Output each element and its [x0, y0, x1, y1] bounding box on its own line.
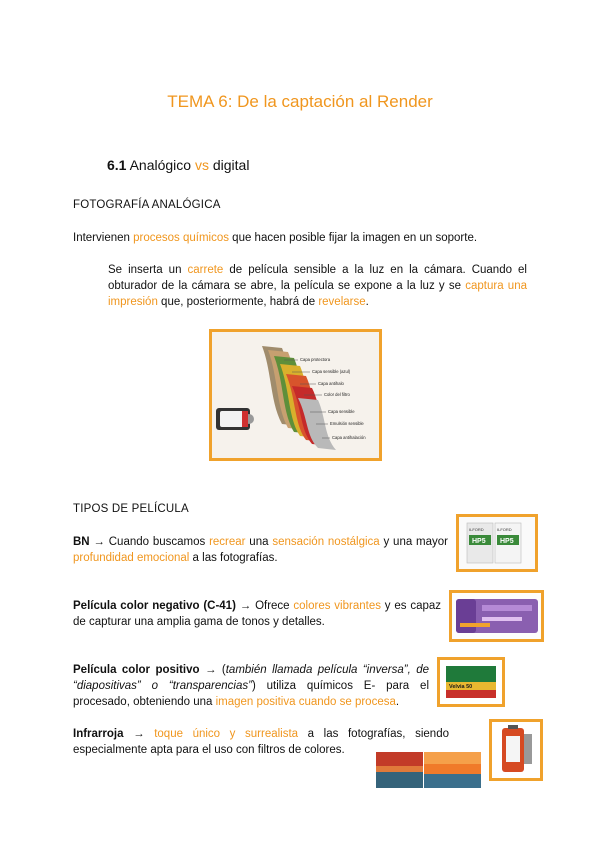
hp5-text: HP5 [472, 538, 486, 545]
film-text-c: de película sensible a la luz en la cámara. Cuando el obturador de la cámara se abre, la película se expone a la luz y se [108, 264, 527, 292]
type-negative [73, 598, 441, 630]
arrow: → [235, 600, 256, 612]
infrared-film-image [489, 719, 543, 781]
intro-text-a: Intervienen [73, 232, 134, 244]
section-pre: Analógico [129, 157, 192, 173]
type-bn-text: y una mayor [379, 536, 448, 548]
film-paragraph [108, 262, 527, 310]
type-positive-text: . [395, 696, 400, 708]
type-infrared-highlight: toque único y surrealista [154, 728, 299, 740]
type-bn-text: Cuando buscamos [108, 536, 210, 548]
type-positive-highlight: imagen positiva cuando se procesa [215, 696, 396, 708]
film-text-a: Se inserta un [108, 264, 188, 276]
section-number: 6.1 [107, 157, 127, 173]
analog-heading: FOTOGRAFÍA ANALÓGICA [73, 199, 221, 211]
types-heading: TIPOS DE PELÍCULA [73, 503, 189, 515]
type-bn-text: una [245, 536, 273, 548]
type-positive [73, 662, 429, 710]
arrow: → [199, 664, 222, 676]
film-label: Capa sensible (azul) [312, 369, 351, 374]
film-text-g: . [365, 296, 369, 308]
intro-text-c: que hacen posible fijar la imagen en un soporte. [228, 232, 478, 244]
hp5-text: HP5 [500, 538, 514, 545]
film-text-e: que, posteriormente, habrá de [157, 296, 319, 308]
type-infrared-label: Infrarroja [73, 728, 124, 740]
intro-paragraph [73, 230, 533, 246]
positive-film-image [437, 657, 505, 707]
type-bn-label: BN [73, 536, 90, 548]
section-heading [107, 157, 249, 173]
fuji-text: Velvia 50 [449, 684, 473, 690]
intro-highlight: procesos químicos [133, 232, 229, 244]
type-bn-highlight: sensación nostálgica [272, 536, 380, 548]
film-highlight-revelarse: revelarse [318, 296, 366, 308]
type-positive-text: ( [221, 664, 226, 676]
infrared-sample-photo-left [376, 752, 423, 788]
type-bn-highlight: recrear [209, 536, 246, 548]
type-bn-text: a las fotografías. [189, 552, 278, 564]
infrared-sample-photo-right [424, 752, 481, 788]
hp5-film-image [456, 514, 538, 572]
type-positive-label: Película color positivo [73, 664, 200, 676]
film-label: Capa antihalación [332, 435, 366, 440]
type-negative-text: Ofrece [255, 600, 294, 612]
type-infrared-text: a las fotografías, siendo especialmente apta para el uso con filtros de colores. [73, 728, 449, 756]
type-bn [73, 534, 448, 566]
ilford-text: ILFORD [497, 527, 512, 532]
type-positive-text: ) utiliza químicos E- para el procesado, obteniendo una [73, 680, 429, 708]
film-label: Color del filtro [324, 392, 350, 397]
type-negative-label: Película color negativo (C-41) [73, 600, 236, 612]
section-vs: vs [194, 157, 209, 173]
arrow: → [89, 536, 109, 548]
arrow: → [123, 728, 155, 740]
film-highlight-carrete: carrete [187, 264, 224, 276]
film-label: Capa protectora [300, 357, 331, 362]
section-post: digital [212, 157, 250, 173]
ilford-text: ILFORD [469, 527, 484, 532]
type-negative-highlight: colores vibrantes [293, 600, 381, 612]
film-label: Capa antihalo [318, 381, 344, 386]
type-positive-italic: también llamada película “inversa”, de “diapositivas” o “transparencias” [73, 664, 429, 692]
type-negative-text: y es capaz de capturar una amplia gama de tonos y detalles. [73, 600, 442, 628]
type-bn-highlight: profundidad emocional [73, 552, 190, 564]
page-title: TEMA 6: De la captación al Render [167, 92, 433, 111]
film-label: Capa sensible [328, 409, 355, 414]
negative-film-image [449, 590, 544, 642]
film-layers-image [209, 329, 382, 461]
film-highlight-captura: captura una impresión [108, 280, 527, 308]
film-label: Emulsión sensible [330, 421, 364, 426]
